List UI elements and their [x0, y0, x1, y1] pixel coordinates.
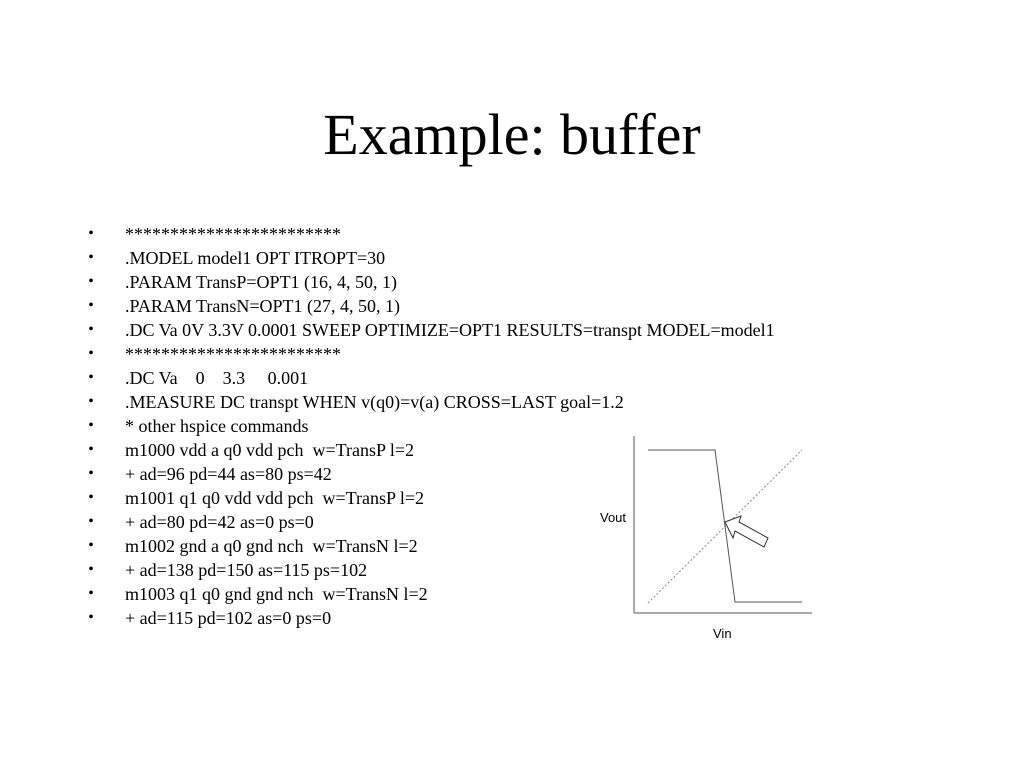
- bullet-text: .PARAM TransN=OPT1 (27, 4, 50, 1): [125, 296, 401, 316]
- bullet-text: ************************: [125, 224, 341, 244]
- x-axis-label: Vin: [713, 626, 732, 641]
- bullet-text: .MODEL model1 OPT ITROPT=30: [125, 248, 386, 268]
- bullet-text: m1003 q1 q0 gnd gnd nch w=TransN l=2: [125, 584, 428, 604]
- bullet-dot-icon: •: [88, 369, 94, 386]
- bullet-dot-icon: •: [88, 513, 94, 530]
- bullet-dot-icon: •: [88, 441, 94, 458]
- bullet-dot-icon: •: [88, 321, 94, 338]
- bullet-text: + ad=96 pd=44 as=80 ps=42: [125, 464, 332, 484]
- bullet-line-dc-sweep: [84, 318, 775, 342]
- bullet-text: * other hspice commands: [125, 416, 309, 436]
- bullet-text: .PARAM TransP=OPT1 (16, 4, 50, 1): [125, 272, 398, 292]
- bullet-text: .DC Va 0V 3.3V 0.0001 SWEEP OPTIMIZE=OPT1 RESULTS=transpt MODEL=model1: [125, 320, 775, 340]
- bullet-text: .DC Va 0 3.3 0.001: [125, 368, 309, 388]
- bullet-dot-icon: •: [88, 393, 94, 410]
- bullet-line-model: [84, 246, 775, 270]
- bullet-text: m1000 vdd a q0 vdd pch w=TransP l=2: [125, 440, 414, 460]
- bullet-text: + ad=115 pd=102 as=0 ps=0: [125, 608, 332, 628]
- bullet-line-separator-2: [84, 342, 775, 366]
- bullet-text: + ad=138 pd=150 as=115 ps=102: [125, 560, 368, 580]
- bullet-dot-icon: •: [88, 417, 94, 434]
- y-axis-label: Vout: [600, 510, 627, 525]
- bullet-dot-icon: •: [88, 609, 94, 626]
- bullet-line-param-transp: [84, 270, 775, 294]
- bullet-dot-icon: •: [88, 345, 94, 362]
- crossing-point-arrow-icon: [725, 516, 768, 547]
- bullet-text: + ad=80 pd=42 as=0 ps=0: [125, 512, 314, 532]
- bullet-dot-icon: •: [88, 249, 94, 266]
- bullet-line-separator-1: [84, 222, 775, 246]
- bullet-dot-icon: •: [88, 273, 94, 290]
- bullet-text: m1002 gnd a q0 gnd nch w=TransN l=2: [125, 536, 418, 556]
- transfer-characteristic-diagram: [590, 430, 830, 650]
- bullet-dot-icon: •: [88, 585, 94, 602]
- bullet-line-measure: [84, 390, 775, 414]
- bullet-dot-icon: •: [88, 537, 94, 554]
- slide-title: Example: buffer: [323, 102, 701, 167]
- bullet-dot-icon: •: [88, 489, 94, 506]
- bullet-line-param-transn: [84, 294, 775, 318]
- bullet-dot-icon: •: [88, 561, 94, 578]
- bullet-text: m1001 q1 q0 vdd vdd pch w=TransP l=2: [125, 488, 424, 508]
- bullet-dot-icon: •: [88, 225, 94, 242]
- bullet-text: .MEASURE DC transpt WHEN v(q0)=v(a) CROSS=LAST goal=1.2: [125, 392, 624, 412]
- bullet-dot-icon: •: [88, 297, 94, 314]
- transfer-curve-svg: [590, 430, 830, 650]
- bullet-dot-icon: •: [88, 465, 94, 482]
- bullet-text: ************************: [125, 344, 341, 364]
- bullet-line-dc: [84, 366, 775, 390]
